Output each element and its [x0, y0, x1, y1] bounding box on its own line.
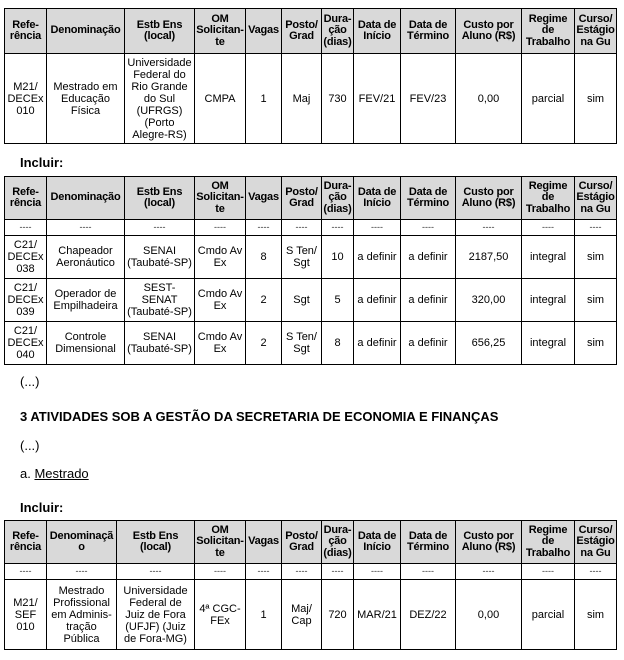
mestrado-link[interactable]: Mestrado: [34, 466, 89, 481]
dash-cell: ----: [354, 220, 401, 236]
cell: 2: [246, 279, 282, 322]
cell: a definir: [354, 279, 401, 322]
dash-cell: ----: [47, 220, 125, 236]
dash-cell: ----: [246, 220, 282, 236]
cell: sim: [575, 54, 617, 144]
col-vagas: Vagas: [246, 177, 282, 220]
ellipsis: (...): [20, 374, 40, 389]
cell: Sgt: [282, 279, 322, 322]
dash-cell: ----: [575, 220, 617, 236]
col-regime: Regime de Trabalho: [522, 521, 575, 564]
dash-cell: ----: [322, 220, 354, 236]
col-data-termino: Data de Término: [401, 521, 456, 564]
col-curso-gu: Curso/ Estágio na Gu: [575, 9, 617, 54]
table-cursos-decex: [4, 176, 617, 365]
cell: a definir: [354, 322, 401, 365]
cell: a definir: [401, 279, 456, 322]
cell: DEZ/22: [401, 580, 456, 650]
col-curso-gu: Curso/ Estágio na Gu: [575, 521, 617, 564]
cell: 320,00: [456, 279, 522, 322]
cell: C21/ DECEx 039: [5, 279, 47, 322]
col-estb-ens: Estb Ens (local): [125, 9, 195, 54]
dash-cell: ----: [575, 564, 617, 580]
cell: 656,25: [456, 322, 522, 365]
col-om-solicitante: OM Solicitan-te: [195, 9, 246, 54]
cell: CMPA: [195, 54, 246, 144]
cell: Universidade Federal de Juiz de Fora (UFJF) (Juiz de Fora-MG): [117, 580, 195, 650]
col-duracao: Dura-ção (dias): [322, 521, 354, 564]
dash-row: [5, 564, 617, 580]
cell: a definir: [401, 236, 456, 279]
cell: 1: [246, 54, 282, 144]
dash-row: [5, 220, 617, 236]
col-vagas: Vagas: [246, 521, 282, 564]
col-regime: Regime de Trabalho: [522, 177, 575, 220]
item-a-prefix: a.: [20, 466, 35, 481]
cell: Cmdo Av Ex: [195, 279, 246, 322]
col-custo: Custo por Aluno (R$): [456, 9, 522, 54]
col-data-inicio: Data de Início: [354, 521, 401, 564]
table-mestrado-decex: [4, 8, 617, 144]
dash-cell: ----: [5, 564, 47, 580]
col-vagas: Vagas: [246, 9, 282, 54]
cell: 1: [246, 580, 282, 650]
col-om-solicitante: OM Solicitan-te: [195, 521, 246, 564]
dash-cell: ----: [195, 220, 246, 236]
col-custo: Custo por Aluno (R$): [456, 521, 522, 564]
col-duracao: Dura-ção (dias): [322, 177, 354, 220]
dash-cell: ----: [117, 564, 195, 580]
col-duracao: Dura-ção (dias): [322, 9, 354, 54]
table-mestrado-sef: [4, 520, 617, 650]
cell: FEV/21: [354, 54, 401, 144]
incluir-label: Incluir:: [20, 155, 64, 170]
dash-cell: ----: [401, 564, 456, 580]
item-a: [20, 466, 89, 481]
col-data-inicio: Data de Início: [354, 177, 401, 220]
table-row: [5, 322, 617, 365]
cell: Cmdo Av Ex: [195, 236, 246, 279]
cell: S Ten/ Sgt: [282, 236, 322, 279]
cell: 0,00: [456, 580, 522, 650]
ellipsis: (...): [20, 438, 40, 453]
cell: 4ª CGC-FEx: [195, 580, 246, 650]
col-posto-grad: Posto/ Grad: [282, 9, 322, 54]
dash-cell: ----: [456, 564, 522, 580]
col-om-solicitante: OM Solicitan-te: [195, 177, 246, 220]
cell: sim: [575, 279, 617, 322]
col-data-termino: Data de Término: [401, 177, 456, 220]
table-row: [5, 580, 617, 650]
dash-cell: ----: [246, 564, 282, 580]
col-referencia: Refe-rência: [5, 9, 47, 54]
dash-cell: ----: [401, 220, 456, 236]
cell: Maj/ Cap: [282, 580, 322, 650]
table-row: [5, 54, 617, 144]
cell: M21/ SEF 010: [5, 580, 47, 650]
cell: C21/ DECEx 040: [5, 322, 47, 365]
cell: 10: [322, 236, 354, 279]
dash-cell: ----: [125, 220, 195, 236]
cell: Mestrado em Educação Física: [47, 54, 125, 144]
cell: 2187,50: [456, 236, 522, 279]
header-row: [5, 9, 617, 54]
col-posto-grad: Posto/ Grad: [282, 177, 322, 220]
dash-cell: ----: [522, 220, 575, 236]
cell: 730: [322, 54, 354, 144]
cell: 8: [322, 322, 354, 365]
dash-cell: ----: [195, 564, 246, 580]
header-row: [5, 177, 617, 220]
col-referencia: Refe-rência: [5, 521, 47, 564]
cell: 0,00: [456, 54, 522, 144]
cell: 5: [322, 279, 354, 322]
cell: SENAI (Taubaté-SP): [125, 236, 195, 279]
col-curso-gu: Curso/ Estágio na Gu: [575, 177, 617, 220]
incluir-label: Incluir:: [20, 500, 64, 515]
col-data-termino: Data de Término: [401, 9, 456, 54]
table-row: [5, 279, 617, 322]
cell: Universidade Federal do Rio Grande do Sul (UFRGS) (Porto Alegre-RS): [125, 54, 195, 144]
cell: a definir: [354, 236, 401, 279]
table-row: [5, 236, 617, 279]
cell: S Ten/ Sgt: [282, 322, 322, 365]
cell: SENAI (Taubaté-SP): [125, 322, 195, 365]
cell: parcial: [522, 54, 575, 144]
dash-cell: ----: [456, 220, 522, 236]
cell: integral: [522, 279, 575, 322]
dash-cell: ----: [354, 564, 401, 580]
col-data-inicio: Data de Início: [354, 9, 401, 54]
cell: Operador de Empilhadeira: [47, 279, 125, 322]
cell: integral: [522, 236, 575, 279]
cell: FEV/23: [401, 54, 456, 144]
col-estb-ens: Estb Ens (local): [125, 177, 195, 220]
cell: Controle Dimensional: [47, 322, 125, 365]
cell: sim: [575, 236, 617, 279]
cell: MAR/21: [354, 580, 401, 650]
col-regime: Regime de Trabalho: [522, 9, 575, 54]
cell: Mestrado Profissional em Adminis-tração Pública: [47, 580, 117, 650]
dash-cell: ----: [282, 220, 322, 236]
header-row: [5, 521, 617, 564]
col-custo: Custo por Aluno (R$): [456, 177, 522, 220]
cell: sim: [575, 322, 617, 365]
col-posto-grad: Posto/ Grad: [282, 521, 322, 564]
col-denominacao: Denominação: [47, 9, 125, 54]
cell: 8: [246, 236, 282, 279]
dash-cell: ----: [282, 564, 322, 580]
cell: Chapeador Aeronáutico: [47, 236, 125, 279]
cell: Cmdo Av Ex: [195, 322, 246, 365]
cell: M21/ DECEx 010: [5, 54, 47, 144]
cell: integral: [522, 322, 575, 365]
cell: 720: [322, 580, 354, 650]
dash-cell: ----: [522, 564, 575, 580]
cell: 2: [246, 322, 282, 365]
col-denominacao: Denominação: [47, 177, 125, 220]
cell: a definir: [401, 322, 456, 365]
dash-cell: ----: [47, 564, 117, 580]
cell: sim: [575, 580, 617, 650]
col-denominacao: Denominação: [47, 521, 117, 564]
dash-cell: ----: [5, 220, 47, 236]
dash-cell: ----: [322, 564, 354, 580]
cell: C21/ DECEx 038: [5, 236, 47, 279]
col-estb-ens: Estb Ens (local): [117, 521, 195, 564]
col-referencia: Refe-rência: [5, 177, 47, 220]
cell: parcial: [522, 580, 575, 650]
section-heading: 3 ATIVIDADES SOB A GESTÃO DA SECRETARIA DE ECONOMIA E FINANÇAS: [20, 409, 499, 424]
cell: SEST-SENAT (Taubaté-SP): [125, 279, 195, 322]
cell: Maj: [282, 54, 322, 144]
